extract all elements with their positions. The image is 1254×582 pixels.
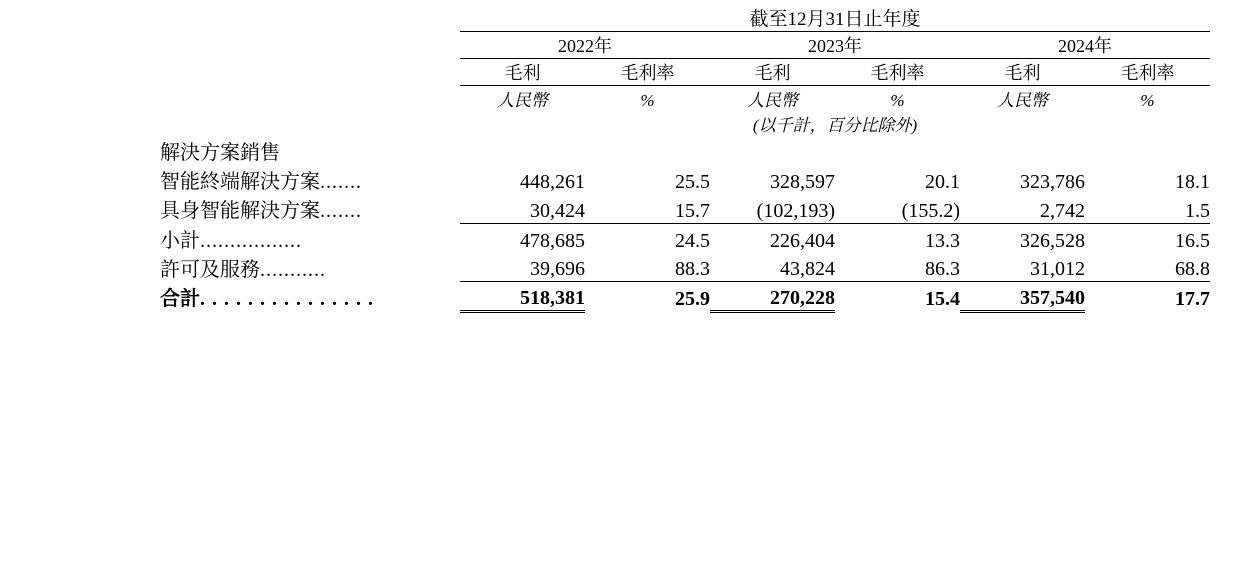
row-leader-dots: .......: [320, 200, 362, 222]
cell-r0-c2: 328,597: [770, 171, 835, 193]
group-title: 解決方案銷售: [160, 142, 280, 164]
unit-2023-currency: 人民幣: [747, 91, 798, 110]
row-leader-dots: .................: [200, 229, 302, 252]
cell-r2-c5: 16.5: [1175, 229, 1211, 252]
years-empty-cell: [160, 32, 460, 59]
row-label-subtotal: [160, 224, 460, 253]
total-double-gap-3: [1085, 311, 1210, 313]
cell-total-c2: 270,228: [770, 286, 835, 309]
cell-total-c3: 15.4: [925, 288, 960, 310]
metric-2024-gross-profit: 毛利: [1004, 63, 1041, 83]
row-label-text: 小計: [160, 229, 200, 252]
table-row: [160, 224, 1210, 253]
cell-r1-c3: (155.2): [901, 199, 960, 222]
cell-r1-c5: 1.5: [1185, 199, 1211, 222]
cell-total-c5: 17.7: [1175, 288, 1211, 310]
unit-note-spacer-left: [460, 111, 710, 136]
cell-r2-c4: 326,528: [1020, 229, 1085, 252]
cell-r0-c5: 18.1: [1175, 171, 1211, 193]
unit-note-spacer-right: [960, 111, 1210, 136]
row-label-licensing-services: [160, 253, 460, 282]
unit-2023-percent: %: [890, 91, 905, 110]
header-years-row: [160, 32, 1210, 59]
metric-2024-gross-margin: 毛利率: [1120, 63, 1175, 83]
table-row: [160, 194, 1210, 223]
cell-r3-c5: 68.8: [1175, 258, 1211, 280]
total-double-rule-spacer: [160, 311, 460, 313]
group-title-spacer: [460, 136, 1210, 165]
header-unit-note-row: [160, 111, 1210, 136]
cell-r3-c4: 31,012: [1030, 258, 1085, 280]
cell-r3-c0: 39,696: [530, 258, 585, 280]
row-label-text: 合計: [160, 288, 200, 310]
cell-r1-c2: (102,193): [756, 199, 835, 222]
cell-r3-c2: 43,824: [780, 258, 835, 280]
year-2023-label: 2023年: [808, 36, 862, 56]
cell-r1-c1: 15.7: [675, 199, 710, 222]
cell-r2-c2: 226,404: [770, 229, 835, 252]
row-label-text: 具身智能解決方案: [160, 200, 320, 222]
metric-2023-gross-profit: 毛利: [754, 63, 791, 83]
cell-r2-c0: 478,685: [520, 229, 585, 252]
total-double-gap-2: [835, 311, 960, 313]
cell-total-c0: 518,381: [520, 286, 585, 309]
table-row-total: [160, 282, 1210, 311]
year-2024-label: 2024年: [1058, 36, 1112, 56]
cell-r3-c3: 86.3: [925, 258, 960, 280]
cell-r1-c0: 30,424: [530, 199, 585, 222]
metric-2023-gross-margin: 毛利率: [870, 63, 925, 83]
cell-r0-c4: 323,786: [1020, 171, 1085, 193]
cell-r0-c0: 448,261: [520, 171, 585, 193]
cell-r0-c1: 25.5: [675, 171, 710, 193]
header-empty-cell: [160, 4, 460, 32]
unit-note-empty-cell: [160, 111, 460, 136]
table-row: [160, 165, 1210, 194]
row-label-text: 智能終端解決方案: [160, 171, 320, 193]
total-double-rule-2022: [460, 311, 585, 313]
metrics-empty-cell: [160, 59, 460, 86]
total-double-rule-row: [160, 311, 1210, 313]
cell-total-c1: 25.9: [675, 288, 710, 310]
row-label-intelligent-terminal: [160, 165, 460, 194]
cell-r2-c1: 24.5: [675, 229, 710, 252]
header-units-row: [160, 86, 1210, 111]
cell-r3-c1: 88.3: [675, 258, 710, 280]
total-double-gap-1: [585, 311, 710, 313]
row-leader-dots: . . . . . . . . . . . . . . .: [200, 288, 374, 310]
header-period-row: [160, 4, 1210, 32]
table-row: [160, 253, 1210, 282]
unit-2022-percent: %: [640, 91, 655, 110]
row-leader-dots: ...........: [260, 258, 326, 281]
row-label-embodied-ai: [160, 194, 460, 223]
total-double-rule-2023: [710, 311, 835, 313]
unit-note: (以千計，百分比除外): [752, 116, 918, 135]
unit-2024-currency: 人民幣: [997, 91, 1048, 110]
total-double-rule-2024: [960, 311, 1085, 313]
metric-2022-gross-profit: 毛利: [504, 63, 541, 83]
row-leader-dots: .......: [320, 171, 362, 193]
row-label-total: [160, 282, 460, 311]
year-2022-label: 2022年: [558, 36, 612, 56]
header-period-label: 截至12月31日止年度: [749, 9, 921, 30]
unit-2024-percent: %: [1140, 91, 1155, 110]
cell-total-c4: 357,540: [1020, 286, 1085, 309]
units-empty-cell: [160, 86, 460, 111]
header-metrics-row: [160, 59, 1210, 86]
gross-profit-table: [160, 4, 1210, 313]
unit-2022-currency: 人民幣: [497, 91, 548, 110]
metric-2022-gross-margin: 毛利率: [620, 63, 675, 83]
cell-r1-c4: 2,742: [1040, 199, 1085, 222]
cell-r2-c3: 13.3: [925, 229, 960, 252]
cell-r0-c3: 20.1: [925, 171, 960, 193]
group-title-row: [160, 136, 1210, 165]
row-label-text: 許可及服務: [160, 258, 260, 281]
